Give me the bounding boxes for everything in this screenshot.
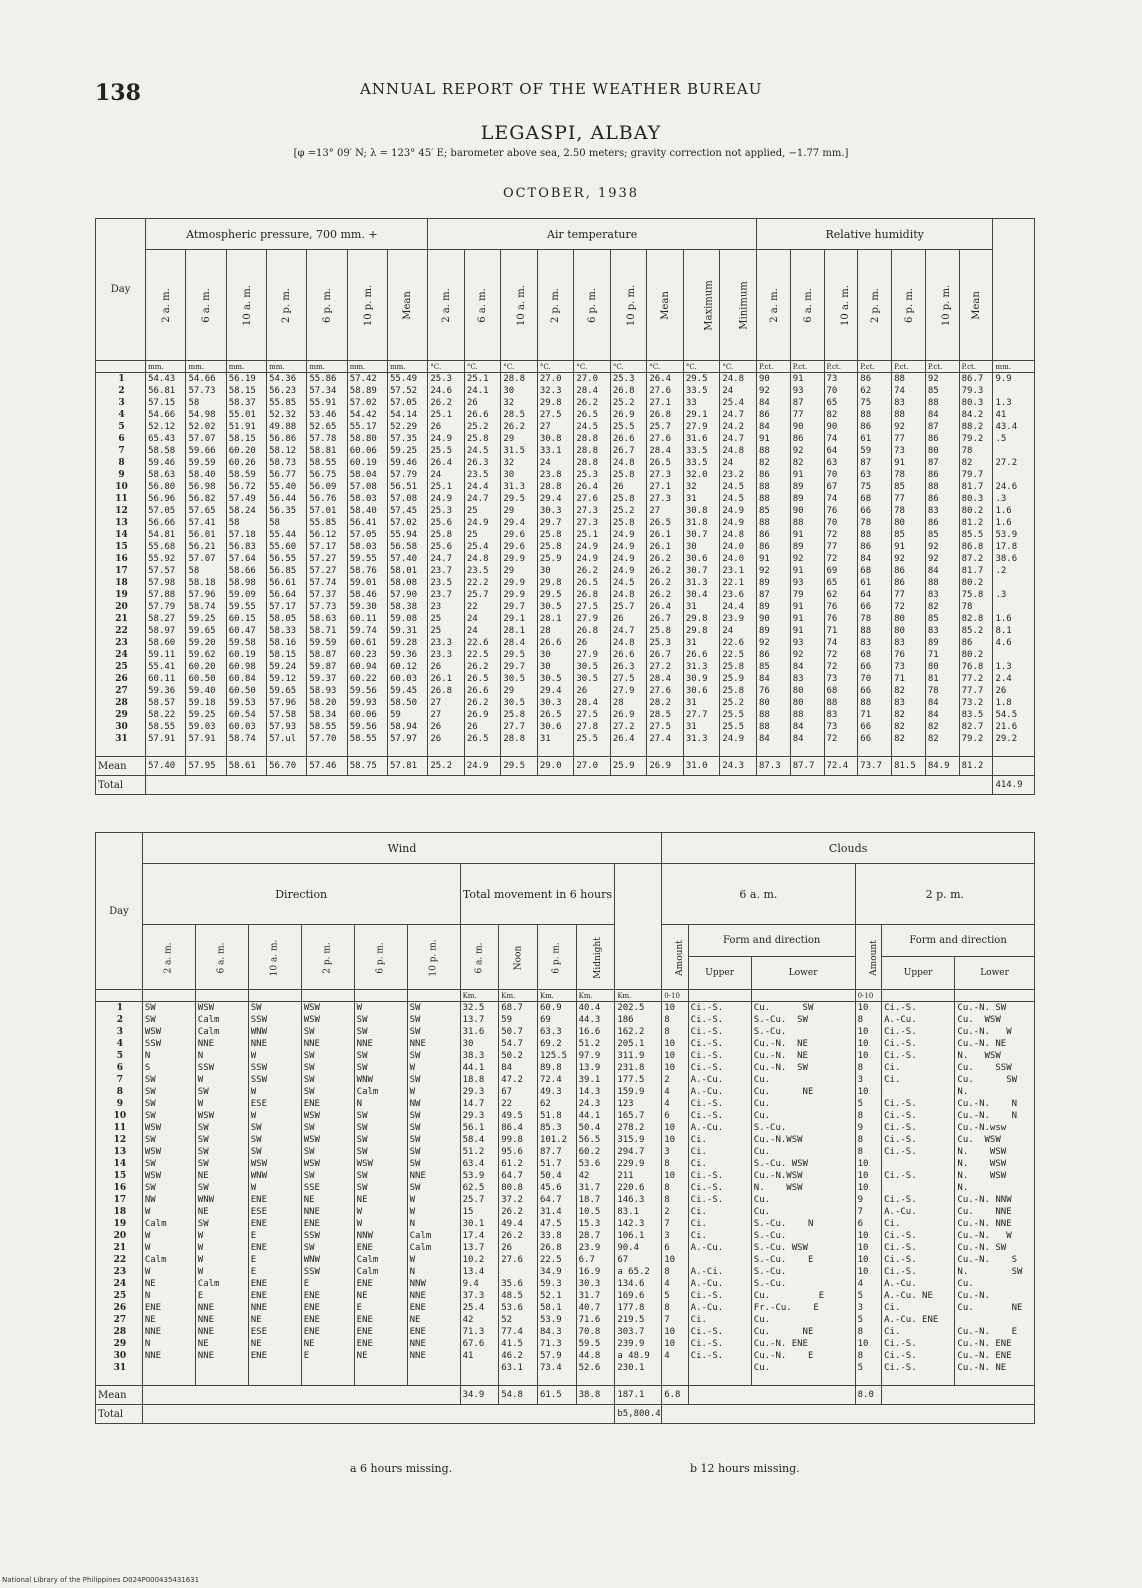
rain-header xyxy=(993,219,1035,361)
unit-label: °C. xyxy=(428,361,465,373)
unit-label: P.ct. xyxy=(824,361,858,373)
library-credit: National Library of the Philippines D024P000435431631 xyxy=(2,1576,200,1584)
col-hum-10am: 10 a. m. xyxy=(824,250,858,361)
pressure-10am-values: 56.19 58.15 58.37 55.01 51.91 58.15 60.20 60.26 58.59 56.72 57.49 58.24 58 57.18 56.83 57.64 58.66 58.98 59.09 59.55 60.15 60.47 59.58 60.19 60.98 60.84 60.50 59.53 60.54 60.03 58.74 xyxy=(226,373,266,757)
col-temp-max: Maximum xyxy=(683,250,720,361)
mov-midnight-values: 40.4 44.3 16.6 51.2 97.9 13.9 39.1 14.3 24.3 44.1 50.4 56.5 60.2 53.6 42 31.7 18.7 10.5 15.3 28.7 23.9 6.7 16.9 30.3 31.7 40.7 71.6 70.8 59.5 44.8 52.6 xyxy=(576,1002,615,1386)
cloud-pm-lower-values: Cu.-N. SW Cu. WSW Cu.-N. W Cu.-N. NE N. WSW Cu. SSW Cu. SW N. Cu.-N. N Cu.-N. N Cu.-N.wsw Cu. WSW N. WSW N. WSW N. WSW N. Cu.-N. NNW Cu. NNE Cu.-N. NNE Cu.-N. W Cu.-N. SW Cu.-N. S N. SW Cu. Cu.-N. Cu. NE Cu.-N. E Cu.-N. ENE Cu.-N. ENE Cu.-N. NE xyxy=(955,1002,1035,1386)
temp-max-values: 29.5 33.5 33 29.1 27.9 31.6 33.5 33.5 32.0 32 31 30.8 31.8 30.7 30 30.6 30.7 31.3 30.4 31 29.8 29.8 31 26.6 31.3 30.9 30.6 31 27.7 31 31.3 xyxy=(683,373,720,757)
col-mov-6am: 6 a. m. xyxy=(460,925,499,990)
pressure-6pm-values: 55.86 57.34 55.91 53.46 52.65 57.78 58.81 58.55 56.75 56.09 56.76 57.01 55.85 56.12 57.17 57.27 57.27 57.74 57.37 57.73 58.63 58.71 59.59 58.87 59.87 59.37 58.93 58.20 58.34 58.55 57.70 xyxy=(307,373,347,757)
unit-label: mm. xyxy=(307,361,347,373)
cloud-pm-amount-values: 10 8 10 10 10 8 3 10 5 8 9 8 8 10 10 10 9 7 6 10 10 10 10 4 5 3 5 8 10 8 5 xyxy=(855,1002,881,1386)
running-head: ANNUAL REPORT OF THE WEATHER BUREAU xyxy=(360,80,763,98)
unit-label: °C. xyxy=(464,361,501,373)
footnote-b: b 12 hours missing. xyxy=(690,1462,800,1475)
total-label: Total xyxy=(96,776,146,795)
col-cloud-am-amount: Amount xyxy=(662,925,688,990)
col-hum-6am: 6 a. m. xyxy=(790,250,824,361)
col-temp-10am: 10 a. m. xyxy=(501,250,538,361)
col-cloud-pm-amount: Amount xyxy=(855,925,881,990)
unit-label: Km. xyxy=(576,990,615,1002)
unit-label: mm. xyxy=(146,361,186,373)
humidity-header: Relative humidity xyxy=(756,219,993,250)
temperature-header: Air temperature xyxy=(428,219,757,250)
col-mov-6pm: 6 p. m. xyxy=(537,925,576,990)
direction-header: Direction xyxy=(142,864,460,925)
hum-2pm-values: 86 62 75 88 86 61 59 87 63 75 68 66 78 88 86 84 68 61 64 66 78 88 83 68 66 70 66 88 71 66 66 xyxy=(858,373,892,757)
cloud-am-amount-values: 10 8 8 10 10 10 2 4 4 6 10 10 3 8 10 8 8 2 7 3 6 10 8 4 5 8 7 10 10 4 xyxy=(662,1002,688,1386)
col-dir-2pm: 2 p. m. xyxy=(301,925,354,990)
month-heading: OCTOBER, 1938 xyxy=(502,186,640,201)
temp-2pm-values: 27.0 32.3 29.8 27.5 27 30.8 33.1 24 23.8 28.8 29.4 30.3 29.7 25.8 25.8 25.9 30 29.8 29.5 30.5 28.1 28 26.6 30 30 30.5 29.4 30.3 26.5 30.6 31 xyxy=(537,373,574,757)
col-pressure-6am: 6 a. m. xyxy=(186,250,226,361)
col-temp-6pm: 6 p. m. xyxy=(574,250,611,361)
cloud-pm-upper-values: Ci.-S. A.-Cu. Ci.-S. Ci.-S. Ci.-S. Ci. Ci. Ci.-S. Ci.-S. Ci.-S. Ci.-S. Ci.-S. Ci.-S. Ci.-S. A.-Cu. Ci. Ci.-S. Ci.-S. Ci.-S. Ci.-S. A.-Cu. A.-Cu. NE Ci. A.-Cu. ENE Ci. Ci.-S. Ci.-S. Ci.-S. xyxy=(882,1002,955,1386)
unit-label: °C. xyxy=(647,361,684,373)
unit-label: Km. xyxy=(460,990,499,1002)
cloud-pm-form-header: Form and direction Upper Lower xyxy=(882,925,1035,990)
hum-10am-values: 73 70 65 82 90 74 64 63 70 67 74 76 70 72 77 72 69 65 62 76 76 71 74 72 72 73 68 88 83 73 72 xyxy=(824,373,858,757)
unit-label: Km. xyxy=(615,990,662,1002)
col-dir-10am: 10 a. m. xyxy=(248,925,301,990)
clouds-2pm-header: 2 p. m. xyxy=(855,864,1034,925)
mean-row: Mean 34.9 54.8 61.5 38.8 187.1 6.8 8.0 xyxy=(96,1386,1035,1405)
col-temp-10pm: 10 p. m. xyxy=(610,250,647,361)
hum-6pm-values: 88 74 83 88 92 77 73 91 78 85 77 78 80 85 91 92 86 86 77 72 80 80 83 76 73 71 82 83 82 82 82 xyxy=(892,373,926,757)
temp-6am-values: 25.1 24.1 26 26.6 25.2 25.8 24.5 26.3 23.5 24.4 24.7 25 24.9 25 25.4 24.8 23.5 22.2 25.7 22 24 24 22.6 22.5 26.2 26.5 26.6 26.2 26.9 26 26.5 xyxy=(464,373,501,757)
hum-mean-values: 86.7 79.3 80.3 84.2 88.2 79.2 78 82 79.7 81.7 80.3 80.2 81.2 85.5 86.8 87.2 81.7 80.2 75.8 78 82.8 85.2 86 80.2 76.8 77.2 77.7 73.2 83.5 82.7 79.2 xyxy=(959,373,993,757)
col-hum-mean: Mean xyxy=(959,250,993,361)
unit-label: °C. xyxy=(537,361,574,373)
col-dir-6am: 6 a. m. xyxy=(195,925,248,990)
mean-label: Mean xyxy=(96,757,146,776)
temp-min-values: 24.8 24 25.4 24.7 24.2 24.7 24.8 24 23.2 24.5 24.5 24.9 24.9 24.8 24.0 24.0 23.1 22.1 23.6 24.4 23.9 24 22.6 22.5 25.8 25.9 25.8 25.2 25.5 25.5 24.9 xyxy=(720,373,757,757)
unit-label: Km. xyxy=(537,990,576,1002)
temp-6pm-values: 27.0 28.4 26.2 26.5 24.5 28.8 28.8 28.8 25.3 26.4 27.6 27.3 27.3 25.1 24.9 24.9 26.2 26.5 26.8 27.5 27.9 26.8 26 27.9 30.5 30.5 26 28.4 27.5 27.8 25.5 xyxy=(574,373,611,757)
unit-label: P.ct. xyxy=(959,361,993,373)
pressure-10pm-values: 57.42 58.89 57.02 54.42 55.17 58.80 60.06 60.19 58.04 57.08 58.03 58.40 56.41 57.05 58.03 59.55 58.76 59.01 58.46 59.30 60.11 59.74 60.61 60.23 60.94 60.22 59.56 59.93 60.06 59.56 58.55 xyxy=(347,373,387,757)
mov-6pm-values: 60.9 69 63.3 69.2 125.5 89.8 72.4 49.3 62 51.8 85.3 101.2 87.7 51.7 50.4 45.6 64.7 31.4 47.5 33.8 26.8 22.5 34.9 59.3 52.1 58.1 53.9 84.3 71.3 57.9 73.4 xyxy=(537,1002,576,1386)
station-coordinates: [φ =13° 09′ N; λ = 123° 45′ E; barometer above sea, 2.50 meters; gravity correction not applied, −1.77 mm.] xyxy=(293,148,849,159)
col-dir-6pm: 6 p. m. xyxy=(354,925,407,990)
unit-label: mm. xyxy=(993,361,1035,373)
dir-2am-values: SW SW WSW SSW N S SW SW SW SW WSW SW WSW SW WSW SW NW W Calm W W Calm W NE N ENE NE NNE N NNE xyxy=(142,1002,195,1386)
pressure-6am-values: 54.66 57.73 58 54.98 52.02 57.07 59.66 59.59 58.40 56.98 56.82 57.65 57.41 56.01 56.21 57.07 58 58.18 57.96 58.74 59.25 59.65 59.20 59.62 60.20 60.50 59.40 59.18 59.25 59.03 57.91 xyxy=(186,373,226,757)
col-pressure-mean: Mean xyxy=(388,250,428,361)
day-header: Day xyxy=(96,833,143,990)
unit-label: °C. xyxy=(720,361,757,373)
unit-label: P.ct. xyxy=(858,361,892,373)
total-row xyxy=(96,776,1035,795)
unit-label: mm. xyxy=(226,361,266,373)
cloud-am-lower-values: Cu. SW S.-Cu. SW S.-Cu. Cu.-N. NE Cu.-N. NE Cu.-N. SW Cu. Cu. NE Cu. Cu. S.-Cu. Cu.-N.WSW Cu. S.-Cu. WSW Cu.-N.WSW N. WSW Cu. Cu. S.-Cu. N S.-Cu. S.-Cu. WSW S.-Cu. E S.-Cu. S.-Cu. Cu. E Fr.-Cu. E Cu. Cu. NE Cu.-N. ENE Cu.-N. E Cu. xyxy=(751,1002,855,1386)
mov-6am-values: 32.5 13.7 31.6 30 38.3 44.1 18.8 29.3 14.7 29.3 56.1 58.4 51.2 63.4 53.9 62.5 25.7 15 30.1 17.4 13.7 10.2 13.4 9.4 37.3 25.4 42 71.3 67.6 41 xyxy=(460,1002,499,1386)
unit-label: 0-10 xyxy=(855,990,881,1002)
unit-label: P.ct. xyxy=(892,361,926,373)
mov-noon-values: 68.7 59 50.7 54.7 50.2 84 47.2 67 22 49.5 86.4 99.8 95.6 61.2 64.7 80.8 37.2 26.2 49.4 26.2 26 27.6 35.6 48.5 53.6 52 77.4 41.5 46.2 63.1 xyxy=(499,1002,538,1386)
col-hum-2pm: 2 p. m. xyxy=(858,250,892,361)
col-temp-6am: 6 a. m. xyxy=(464,250,501,361)
col-temp-min: Minimum xyxy=(720,250,757,361)
temp-10pm-values: 25.3 26.8 25.2 26.9 25.5 26.6 26.7 24.8 25.8 26 25.8 25.2 25.8 24.9 24.9 24.9 24.9 24.5 24.8 25.7 26 24.7 24.8 26.6 26.3 27.5 27.9 28 26.9 27.2 26.4 xyxy=(610,373,647,757)
dir-2pm-values: WSW WSW SW NNE SW SW SW SW ENE WSW SW WSW SW WSW SW SSE NE NNE ENE SSW SW WNW SSW E ENE ENE ENE ENE NE E xyxy=(301,1002,354,1386)
cloud-am-upper-values: Ci.-S. Ci.-S. Ci.-S. Ci.-S. Ci.-S. Ci.-S. A.-Cu. A.-Cu. Ci.-S. Ci.-S. A.-Cu. Ci. Ci. Ci. Ci.-S. Ci.-S. Ci.-S. Ci. Ci. Ci. A.-Cu. A.-Ci. A.-Cu. Ci.-S. A.-Cu. Ci. Ci.-S. Ci.-S. Ci.-S. xyxy=(688,1002,751,1386)
unit-label: 0-10 xyxy=(662,990,688,1002)
col-pressure-2pm: 2 p. m. xyxy=(267,250,307,361)
unit-label: P.ct. xyxy=(790,361,824,373)
col-mov-midnight: Midnight xyxy=(576,925,615,990)
movement-header: Total movement in 6 hours xyxy=(460,864,615,925)
unit-label: mm. xyxy=(186,361,226,373)
pressure-2pm-values: 54.36 56.23 55.85 52.32 49.88 56.86 58.12 58.73 56.77 55.40 56.44 56.35 58 55.44 55.60 56.55 56.85 56.61 56.64 57.17 58.05 58.33 58.16 58.15 59.24 59.12 59.65 57.96 57.58 57.93 57.ul xyxy=(267,373,307,757)
dir-10am-values: SW SSW WNW NNE W SSW SSW W ESE W SW SW SW WSW WNW W ENE ESE ENE E ENE E E ENE ENE NNE NE ESE NE ENE xyxy=(248,1002,301,1386)
pressure-header: Atmospheric pressure, 700 mm. + xyxy=(146,219,428,250)
cloud-am-lower: Lower xyxy=(788,968,818,978)
cloud-am-upper: Upper xyxy=(689,957,752,989)
col-pressure-6pm: 6 p. m. xyxy=(307,250,347,361)
hum-2am-values: 90 92 84 86 84 91 88 82 86 88 88 85 88 86 86 91 92 89 87 89 90 89 92 86 85 84 76 80 88 88 84 xyxy=(756,373,790,757)
col-dir-10pm: 10 p. m. xyxy=(407,925,460,990)
temp-mean-values: 26.4 27.6 27.1 26.8 25.7 27.6 28.4 26.5 27.3 27.1 27.3 27 26.5 26.1 26.1 26.2 26.2 26.2 26.2 26.4 26.7 25.8 25.3 26.7 27.2 28.4 27.6 28.2 28.5 27.5 27.4 xyxy=(647,373,684,757)
day-header: Day xyxy=(96,219,146,361)
page-number: 138 xyxy=(95,80,141,106)
weather-table-lower xyxy=(95,832,1035,1424)
total-label: Total xyxy=(96,1405,143,1424)
unit-label: °C. xyxy=(574,361,611,373)
unit-label: P.ct. xyxy=(756,361,790,373)
mean-label: Mean xyxy=(96,1386,143,1405)
temp-10am-values: 28.8 30 32 28.5 26.2 29 31.5 32 30 31.3 29.5 29 29.4 29.6 29.6 29.9 29 29.9 29.9 29.7 29.1 28.1 28.4 29.5 29.7 30.5 29 30.5 25.8 27.7 28.8 xyxy=(501,373,538,757)
mov-total-values: 202.5 186 162.2 205.1 311.9 231.8 177.5 159.9 123 165.7 278.2 315.9 294.7 229.9 211 220.6 146.3 83.1 142.3 106.1 90.4 67 a 65.2 134.6 169.6 177.8 219.5 303.7 239.9 a 48.9 230.1 xyxy=(615,1002,662,1386)
col-pressure-10pm: 10 p. m. xyxy=(347,250,387,361)
pressure-2am-values: 54.43 56.81 57.15 54.66 52.12 65.43 58.58 59.46 58.63 56.80 56.96 57.05 56.66 54.81 55.68 55.92 57.57 57.98 57.88 57.79 58.27 58.97 58.60 59.11 55.41 60.11 59.36 58.57 58.22 58.55 57.91 xyxy=(146,373,186,757)
total-movement-header xyxy=(615,864,662,990)
wind-header: Wind xyxy=(142,833,661,864)
col-mov-noon: Noon xyxy=(499,925,538,990)
col-temp-2pm: 2 p. m. xyxy=(537,250,574,361)
temp-2am-values: 25.3 24.6 26.2 25.1 26 24.9 25.5 26.4 24 25.1 24.9 25.3 25.6 25.8 25.6 24.7 23.7 23.5 23.7 23 25 25 23.3 23.3 26 26.1 26.8 27 27 26 26 xyxy=(428,373,465,757)
unit-label: °C. xyxy=(610,361,647,373)
hum-10pm-values: 92 85 88 84 87 86 80 87 86 88 86 83 86 85 92 92 84 88 83 82 85 83 89 71 80 81 78 84 84 82 82 xyxy=(925,373,959,757)
cloud-pm-upper: Upper xyxy=(882,957,955,989)
unit-label: mm. xyxy=(347,361,387,373)
mean-row: Mean 57.40 57.95 58.61 56.70 57.46 58.75 57.81 25.2 24.9 29.5 29.0 27.0 25.9 26.9 31.0 24.3 87.3 87.7 72.4 73.7 81.5 84.9 81.2 xyxy=(96,757,1035,776)
unit-label: P.ct. xyxy=(925,361,959,373)
total-row xyxy=(96,1405,1035,1424)
weather-table-upper xyxy=(95,218,1035,795)
unit-label: mm. xyxy=(267,361,307,373)
cloud-pm-lower: Lower xyxy=(980,968,1009,978)
hum-6am-values: 91 93 87 77 90 86 92 82 91 89 89 90 88 91 89 92 91 93 79 91 91 91 93 92 84 83 80 80 88 84 84 xyxy=(790,373,824,757)
col-pressure-10am: 10 a. m. xyxy=(226,250,266,361)
station-title: LEGASPI, ALBAY xyxy=(480,122,662,144)
col-dir-2am: 2 a. m. xyxy=(142,925,195,990)
col-hum-2am: 2 a. m. xyxy=(756,250,790,361)
wind-total: b5,800.4 xyxy=(615,1405,662,1424)
dir-6pm-values: W SW SW NNE SW SW WNW Calm N SW SW SW SW WSW SW SW NE W W NNW ENE Calm Calm ENE NE E ENE ENE ENE NE xyxy=(354,1002,407,1386)
dir-10pm-values: SW SW SW NNE SW W SW W NW SW SW SW SW SW NNE SW W W N Calm Calm W N NNW NNE ENE NE ENE NNE NNE xyxy=(407,1002,460,1386)
col-temp-2am: 2 a. m. xyxy=(428,250,465,361)
day-numbers: 1 2 3 4 5 6 7 8 9 10 11 12 13 14 15 16 17 18 19 20 21 22 23 24 25 26 27 28 29 30 31 xyxy=(96,373,146,757)
unit-label: Km. xyxy=(499,990,538,1002)
col-temp-mean: Mean xyxy=(647,250,684,361)
rain-total: 414.9 xyxy=(993,776,1035,795)
unit-label: °C. xyxy=(683,361,720,373)
pressure-mean-values: 55.49 57.52 57.05 54.14 52.29 57.35 59.25 59.46 57.79 56.51 57.08 57.45 57.02 55.94 56.58 57.40 58.01 58.08 57.90 58.38 59.08 59.31 59.28 59.36 60.12 60.03 59.45 58.50 59 58.94 57.97 xyxy=(388,373,428,757)
dir-6am-values: WSW Calm Calm NNE N SSW W SW W WSW SW SW SW SW NE SW WNW NE SW W W W W Calm E NNE NNE NNE NE NNE xyxy=(195,1002,248,1386)
col-hum-6pm: 6 p. m. xyxy=(892,250,926,361)
clouds-header: Clouds xyxy=(662,833,1035,864)
unit-label: °C. xyxy=(501,361,538,373)
footnote-a: a 6 hours missing. xyxy=(350,1462,453,1475)
day-numbers: 1 2 3 4 5 6 7 8 9 10 11 12 13 14 15 16 17 18 19 20 21 22 23 24 25 26 27 28 29 30 31 xyxy=(96,1002,143,1386)
rain-values: 9.9 1.3 41 43.4 .5 27.2 24.6 .3 1.6 1.6 53.9 17.8 38.6 .2 .3 1.6 8.1 4.6 1.3 2.4 26 1.8 54.5 21.6 29.2 xyxy=(993,373,1035,757)
col-pressure-2am: 2 a. m. xyxy=(146,250,186,361)
clouds-6am-header: 6 a. m. xyxy=(662,864,855,925)
cloud-am-form-header: Form and direction Upper Lower xyxy=(688,925,855,990)
unit-label: mm. xyxy=(388,361,428,373)
col-hum-10pm: 10 p. m. xyxy=(925,250,959,361)
